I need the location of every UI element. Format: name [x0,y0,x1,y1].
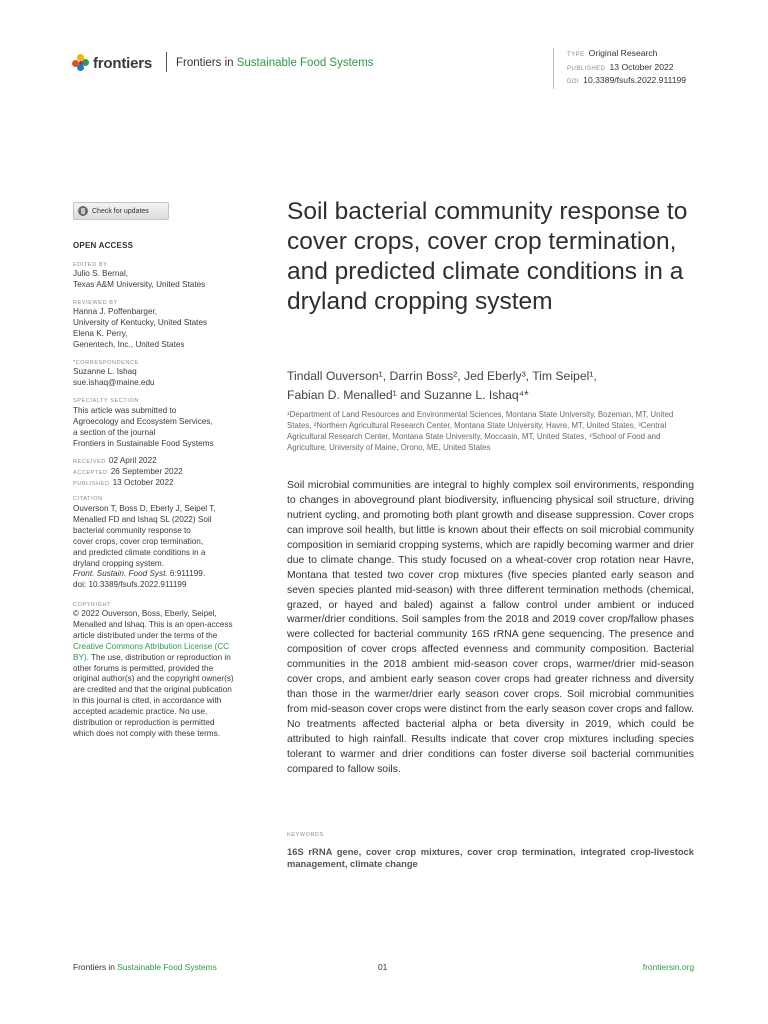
frontiers-logo-icon [72,54,90,72]
journal-prefix: Frontiers in [176,57,234,69]
journal-name: Sustainable Food Systems [236,57,374,69]
meta-type: TYPE Original Research [567,48,658,58]
frontiers-logo[interactable] [72,53,152,73]
journal-title[interactable] [176,57,374,69]
correspondence-label: *CORRESPONDENCE [73,360,139,366]
copyright-label: COPYRIGHT [73,602,112,608]
reviewed-by: Hanna J. Poffenbarger, University of Kentucky, United States Elena K. Perry, Genentech, Inc., United States [73,307,208,349]
check-updates-button[interactable] [73,202,169,220]
correspondence: Suzanne L. Ishaq sue.ishaq@maine.edu [73,367,238,389]
page-number: 01 [378,962,388,972]
check-updates-label: Check for updates [92,207,149,215]
header-divider [166,52,167,72]
meta-doi[interactable]: DOI 10.3389/fsufs.2022.911199 [567,75,687,85]
edited-by-label: EDITED BY [73,262,108,268]
reviewed-by-label: REVIEWED BY [73,300,118,306]
citation-doi[interactable]: doi: 10.3389/fsufs.2022.911199 [73,580,187,590]
cc-by-license-link[interactable]: Creative Commons Attribution License (CC BY) [73,641,230,662]
copyright-text: © 2022 Ouverson, Boss, Eberly, Seipel, Menalled and Ishaq. This is an open-access article distributed under the terms of the Creative Commons Attribution License (CC BY). The use, distribution or reproduction in other forums is permitted, provided the original author(s) and the copyright owner(s) are credited and that the original publication in this journal is cited, in accordance with accepted academic practice. No use, distribution or reproduction is permitted which does not comply with these terms. [73,609,234,738]
open-access-label: OPEN ACCESS [73,241,134,250]
author-list: Tindall Ouverson¹, Darrin Boss², Jed Eberly³, Tim Seipel¹, Fabian D. Menalled¹ and Suzanne L. Ishaq⁴* [287,369,597,402]
meta-published: PUBLISHED 13 October 2022 [567,61,674,72]
check-updates-icon [78,206,88,216]
accepted-date: ACCEPTED 26 September 2022 [73,467,183,476]
citation-label: CITATION [73,496,103,502]
published-date: PUBLISHED 13 October 2022 [73,478,174,487]
received-date: RECEIVED 02 April 2022 [73,456,157,465]
specialty-section: This article was submitted to Agroecology and Ecosystem Services, a section of the journal Frontiers in Sustainable Food Systems [73,406,214,448]
correspondence-email[interactable]: sue.ishaq@maine.edu [73,377,155,387]
footer-journal[interactable]: Frontiers in Sustainable Food Systems [73,962,217,972]
edited-by: Julio S. Bernal, Texas A&M University, United States [73,269,206,289]
article-meta [553,48,686,89]
keywords-label: KEYWORDS [287,832,324,838]
affiliations: ¹Department of Land Resources and Environmental Sciences, Montana State University, Bozeman, MT, United States, ²Northern Agricultural Research Center, Montana State University, Havre, MT, United States, ³Central Agricultural Research Center, Montana State University, Moccasin, MT, United States, ⁴School of Food and Agriculture, University of Maine, Orono, ME, United States [287,410,674,452]
keywords: 16S rRNA gene, cover crop mixtures, cover crop termination, integrated crop-livestock management, climate change [287,846,694,870]
logo-text: frontiers [93,54,153,72]
footer-site-link[interactable]: frontiersin.org [642,962,694,972]
article-title: Soil bacterial community response to cover crops, cover crop termination, and predicted climate conditions in a dryland cropping system [287,198,688,315]
citation: Ouverson T, Boss D, Eberly J, Seipel T, Menalled FD and Ishaq SL (2022) Soil bacterial community response to cover crops, cover crop termination, and predicted climate conditions in a dryland cropping system. Front. Sustain. Food Syst. 6:911199. doi: 10.3389/fsufs.2022.911199 [73,504,238,591]
abstract: Soil microbial communities are integral to highly complex soil environments, responding to changes in aboveground plant biodiversity, influencing physical soil structure, driving nutrient cycling, and promoting both plant growth and disease suppression. Cover crops can improve soil health, but little is known about their effects on soil microbial community composition in semiarid cropping systems, which are rapidly becoming warmer and drier due to climate change. This study focused on a wheat-cover crop rotation near Havre, Montana that tested two cover crop mixtures (five species planted early season and seven species planted mid-season) with three different termination methods (chemical, grazed, or hayed and baled) against a fallow control under ambient or induced warmer/drier conditions. Soil samples from the 2018 and 2019 cover crop/fallow phases were collected for bacterial community 16S rRNA gene sequencing. The presence and composition of cover crops affected evenness and community composition. Bacterial communities in the 2018 ambient mid-season cover crops, warmer/drier mid-season cover crops, and ambient early season cover crops had greater richness and diversity than those in the warmer/drier early season cover crops. Soil microbial communities from mid-season cover crops were distinct from the early season cover crops and fallow. No treatments affected bacterial alpha or beta diversity in 2019, which could be attributed to high rainfall. Results indicate that cover crop mixtures including species tolerant to warmer and drier conditions can foster diverse soil bacterial communities compared to fallow soils. [287,480,694,775]
specialty-section-label: SPECIALTY SECTION [73,398,139,404]
